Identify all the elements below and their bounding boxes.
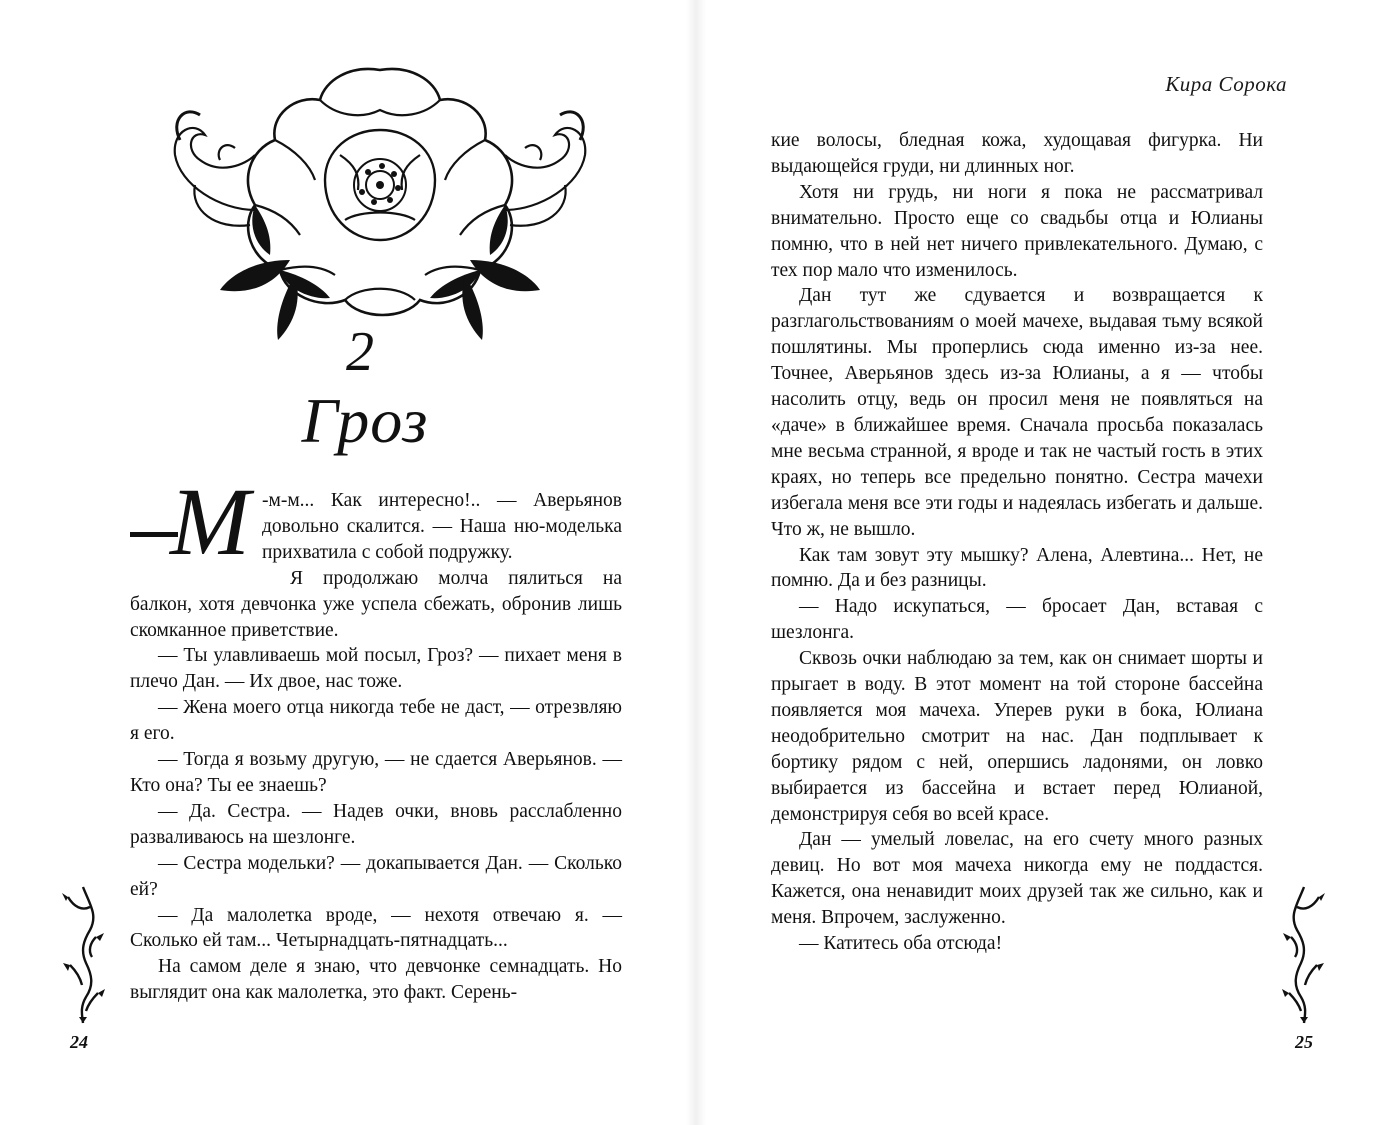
page-number-right: 25 — [1295, 1032, 1313, 1052]
first-paragraph-text: -м-м... Как интересно!.. — Аверьянов довольно скалится. — Наша ню-моделька прихватила с собой подружку. — [262, 490, 622, 563]
thorn-flourish-icon — [60, 885, 106, 1025]
paragraph: — Катитесь оба отсюда! — [799, 933, 1003, 955]
dropcap — [130, 468, 262, 575]
first-paragraph — [130, 468, 622, 575]
dropcap-letter: М — [170, 468, 250, 575]
paragraph: Хотя ни грудь, ни ноги я пока не рассматривал внимательно. Просто еще со свадьбы отца и Юлианы помню, что в ней нет ничего привлекательного. Думаю, с тех пор мало что изменилось. — [771, 181, 1263, 281]
paragraph: На самом деле я знаю, что девчонке семнадцать. Но выглядит она как малолетка, это факт. Серень- — [130, 956, 622, 1004]
right-page-text — [771, 128, 1263, 957]
chapter-title: Гроз — [301, 385, 429, 456]
right-page — [697, 0, 1393, 1125]
paragraph: Дан тут же сдувается и возвращается к разглагольствованиям о моей мачехе, выдавая тьму всякой пошлятины. Мы проперлись сюда именно из-за нее. Точнее, Аверьянов здесь из-за Юлианы, а я — чтобы насолить отцу, ведь он просил меня не появляться на «даче» в ближайшее время. Сначала просьба показалась мне весьма странной, я вроде и так не частый гость в этих краях, но теперь все предельно понятно. Сестра мачехи избегала меня все эти годы и надеялась избегать и дальше. Что ж, не вышло. — [771, 285, 1263, 540]
chapter-number: 2 — [346, 321, 374, 383]
continuation-paragraph: кие волосы, бледная кожа, худощавая фигурка. Ни выдающейся груди, ни длинных ног. — [771, 130, 1263, 177]
rose-ornament-icon — [160, 60, 600, 350]
paragraph: Как там зовут эту мышку? Алена, Алевтина... Нет, не помню. Да и без разницы. — [771, 544, 1263, 592]
left-page-text — [130, 468, 622, 1006]
left-page — [0, 0, 696, 1125]
paragraph: — Надо искупаться, — бросает Дан, вставая с шезлонга. — [771, 596, 1263, 644]
paragraph: — Да. Сестра. — Надев очки, вновь расслабленно разваливаюсь на шезлонге. — [130, 800, 622, 848]
paragraph: — Тогда я возьму другую, — не сдается Аверьянов. — Кто она? Ты ее знаешь? — [130, 749, 622, 796]
paragraph: — Ты улавливаешь мой посыл, Гроз? — пихает меня в плечо Дан. — Их двое, нас тоже. — [130, 645, 622, 693]
page-number-left: 24 — [70, 1032, 88, 1052]
paragraph: — Сестра модельки? — докапывается Дан. — Сколько ей? — [130, 852, 622, 900]
paragraph: — Жена моего отца никогда тебе не даст, — отрезвляю я его. — [130, 697, 622, 745]
paragraph: Сквозь очки наблюдаю за тем, как он снимает шорты и прыгает в воду. В этот момент на той стороне бассейна появляется моя мачеха. Уперев руки в бока, Юлиана неодобрительно смотрит на нас. Дан подплывает к бортику рядом с ней, опершись ладонями, он ловко выбирается из бассейна и встает перед Юлианой, демонстрируя себя во всей красе. — [771, 648, 1263, 825]
paragraph: — Да малолетка вроде, — нехотя отвечаю я. — Сколько ей там... Четырнадцать-пятнадцать... — [130, 904, 622, 952]
paragraph: Дан — умелый ловелас, на его счету много разных девиц. Но вот моя мачеха никогда ему не поддастся. Кажется, она ненавидит моих друзей так же сильно, как и меня. Впрочем, заслуженно. — [771, 829, 1263, 929]
running-head-author: Кира Сорока — [1165, 72, 1287, 96]
thorn-flourish-icon — [1281, 885, 1327, 1025]
paragraph: Я продолжаю молча пялиться на балкон, хотя девчонка уже успела сбежать, обронив лишь скомканное приветствие. — [130, 567, 622, 641]
